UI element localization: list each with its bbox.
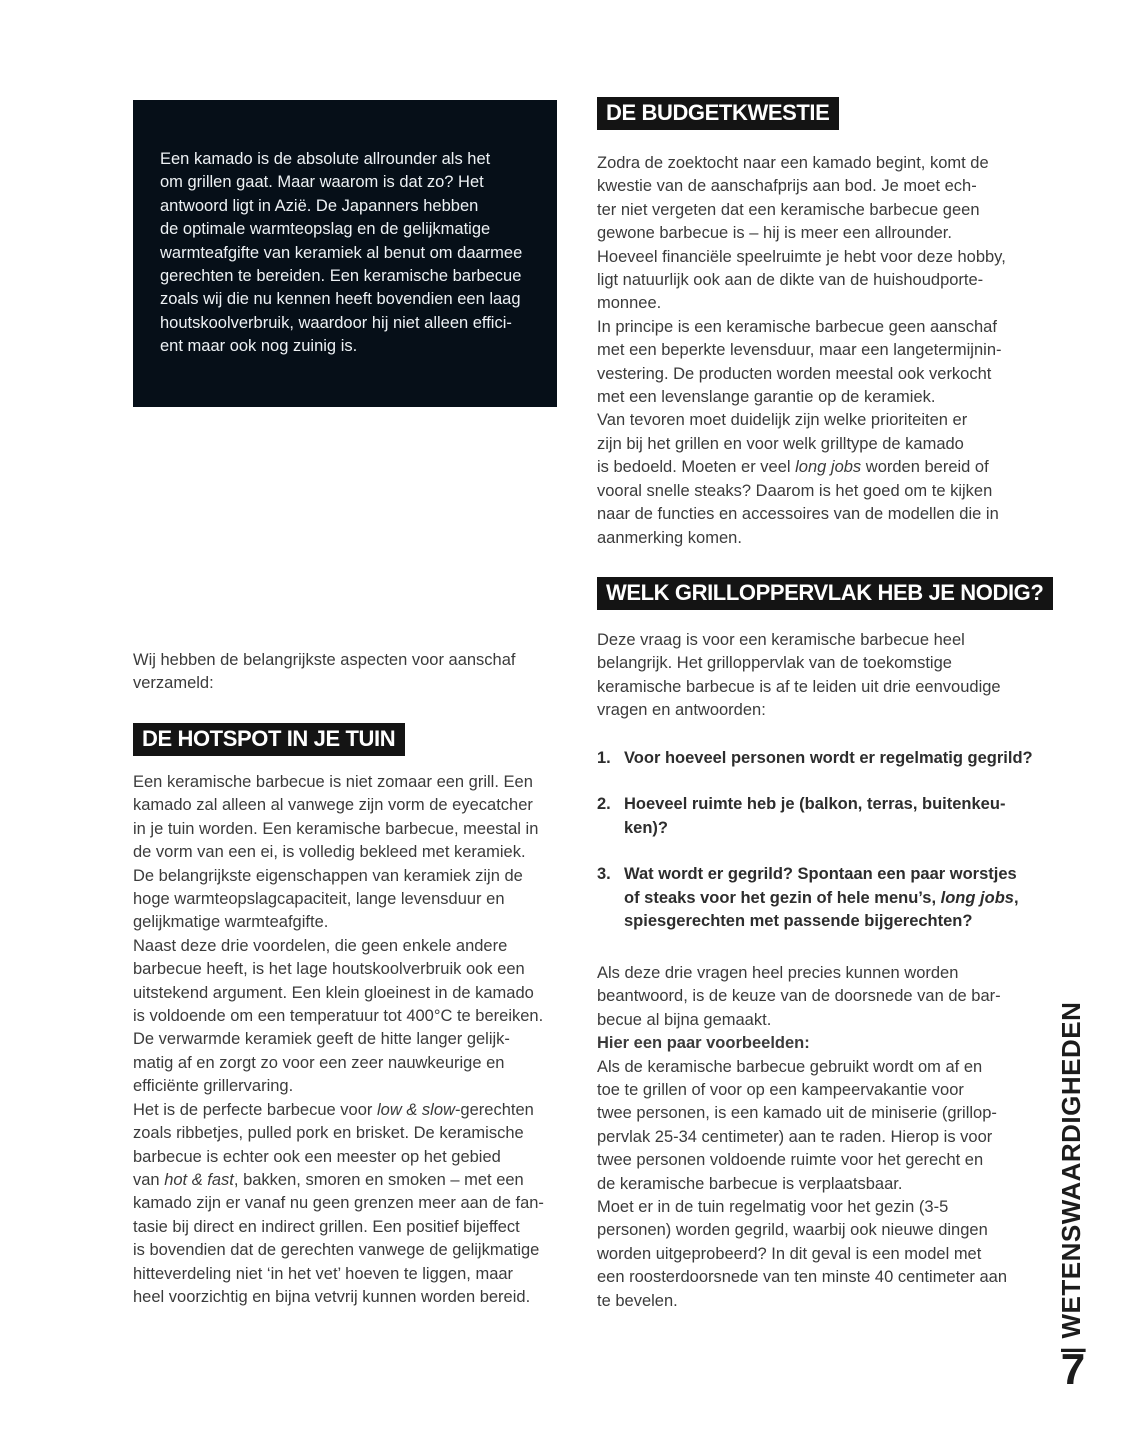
budget-body-paragraph: Zodra de zoektocht naar een kamado begint, komt de kwestie van de aanschafprijs aan bod. Je moet ech- ter niet vergeten dat een keramische barbecue geen gewone barbecue is – hij is meer een allrounder. Hoeveel financiële speelruimte je hebt voor deze hobby, ligt natuurlijk ook aan de dikte van de huishoudporte- monnee. In principe is een keramische barbecue geen aanschaf met een beperkte levensduur, maar een langetermijnin- vestering. De producten worden meestal ook verkocht met een levenslange garantie op de keramiek. Van tevoren moet duidelijk zijn welke prioriteiten er zijn bij het grillen en voor welk grilltype de kamado is bedoeld. Moeten er veel long jobs worden bereid of vooral snelle steaks? Daarom is het goed om te kijken naar de functies en accessoires van de modellen die in aanmerking komen. xyxy=(597,154,1006,547)
section-heading-label: DE HOTSPOT IN JE TUIN xyxy=(133,723,405,756)
list-item-text: Voor hoeveel personen wordt er regelmatig gegrild? xyxy=(624,749,1033,767)
section-heading-hotspot xyxy=(133,723,405,756)
section-heading-budget xyxy=(597,97,839,130)
intro-quote-box xyxy=(133,100,557,407)
list-item xyxy=(597,863,1033,933)
examples-body-paragraph: Als deze drie vragen heel precies kunnen worden beantwoord, is de keuze van de doorsnede van de bar- becue al bijna gemaakt. Hier een paar voorbeelden: Als de keramische barbecue gebruikt wordt om af en toe te grillen of voor op een kampeervakantie voor twee personen, is een kamado uit de miniserie (grillop- pervlak 25-34 centimeter) aan te raden. Hierop is voor twee personen voldoende ruimte voor het gerecht en de keramische barbecue is verplaatsbaar. Moet er in de tuin regelmatig voor het gezin (3-5 personen) worden gegrild, waarbij ook nieuwe dingen worden uitgeprobeerd? In dit geval is een model met een roosterdoorsnede van ten minste 40 centimeter aan te bevelen. xyxy=(597,964,1008,1310)
intro-quote-text: Een kamado is de absolute allrounder als het om grillen gaat. Maar waarom is dat zo? Het antwoord ligt in Azië. De Japanners hebben de optimale warmteopslag en de gelijkmatige warmteafgifte van keramiek al benut om daarmee gerechten te bereiden. Een keramische barbecue zoals wij die nu kennen heeft bovendien een laag houtskoolverbruik, waardoor hij niet alleen effici- ent maar ook nog zuinig is. xyxy=(160,150,523,356)
section-heading-label: DE BUDGETKWESTIE xyxy=(597,97,839,130)
section-heading-label: WELK GRILLOPPERVLAK HEB JE NODIG? xyxy=(597,577,1053,610)
grilloppervlak-intro-paragraph: Deze vraag is voor een keramische barbecue heel belangrijk. Het grilloppervlak van de toekomstige keramische barbecue is af te leiden uit drie eenvoudige vragen en antwoorden: xyxy=(597,631,1001,720)
list-item xyxy=(597,747,1033,770)
list-item-text: Wat wordt er gegrild? Spontaan een paar worstjes of steaks voor het gezin of hele menu’s, long jobs, spiesgerechten met passende bijgerechten? xyxy=(624,865,1019,931)
question-list xyxy=(597,747,1033,933)
page-number: 7 xyxy=(1060,1345,1086,1394)
list-item xyxy=(597,793,1033,840)
left-intro-paragraph: Wij hebben de belangrijkste aspecten voor aanschaf verzameld: xyxy=(133,651,516,693)
list-item-number: 2. xyxy=(597,795,611,814)
list-item-number: 3. xyxy=(597,865,611,884)
section-sidebar-label: | WETENSWAARDIGHEDEN xyxy=(1056,1001,1086,1354)
section-heading-grilloppervlak xyxy=(597,577,1053,610)
list-item-number: 1. xyxy=(597,749,611,767)
left-body-paragraph: Een keramische barbecue is niet zomaar een grill. Een kamado zal alleen al vanwege zijn vorm de eyecatcher in je tuin worden. Een keramische barbecue, meestal in de vorm van een ei, is volledig bekleed met keramiek. De belangrijkste eigenschappen van keramiek zijn de hoge warmteopslagcapaciteit, lange levensduur en gelijkmatige warmteafgifte. Naast deze drie voordelen, die geen enkele andere barbecue heeft, is het lage houtskoolverbruik ook een uitstekend argument. Een klein gloeinest in de kamado is voldoende om een temperatuur tot 400°C te bereiken. De verwarmde keramiek geeft de hitte langer gelijk- matig af en zorgt zo voor een zeer nauwkeurige en efficiënte grillervaring. Het is de perfecte barbecue voor low & slow-gerechten zoals ribbetjes, pulled pork en brisket. De keramische barbecue is echter ook een meester op het gebied van hot & fast, bakken, smoren en smoken – met een kamado zijn er vanaf nu geen grenzen meer aan de fan- tasie bij direct en indirect grillen. Een positief bijeffect is bovendien dat de gerechten vanwege de gelijkmatige hitteverdeling niet ‘in het vet’ hoeven te liggen, maar heel voorzichtig en bijna vetvrij kunnen worden bereid. xyxy=(133,773,544,1306)
list-item-text: Hoeveel ruimte heb je (balkon, terras, buitenkeu- ken)? xyxy=(624,795,1006,837)
